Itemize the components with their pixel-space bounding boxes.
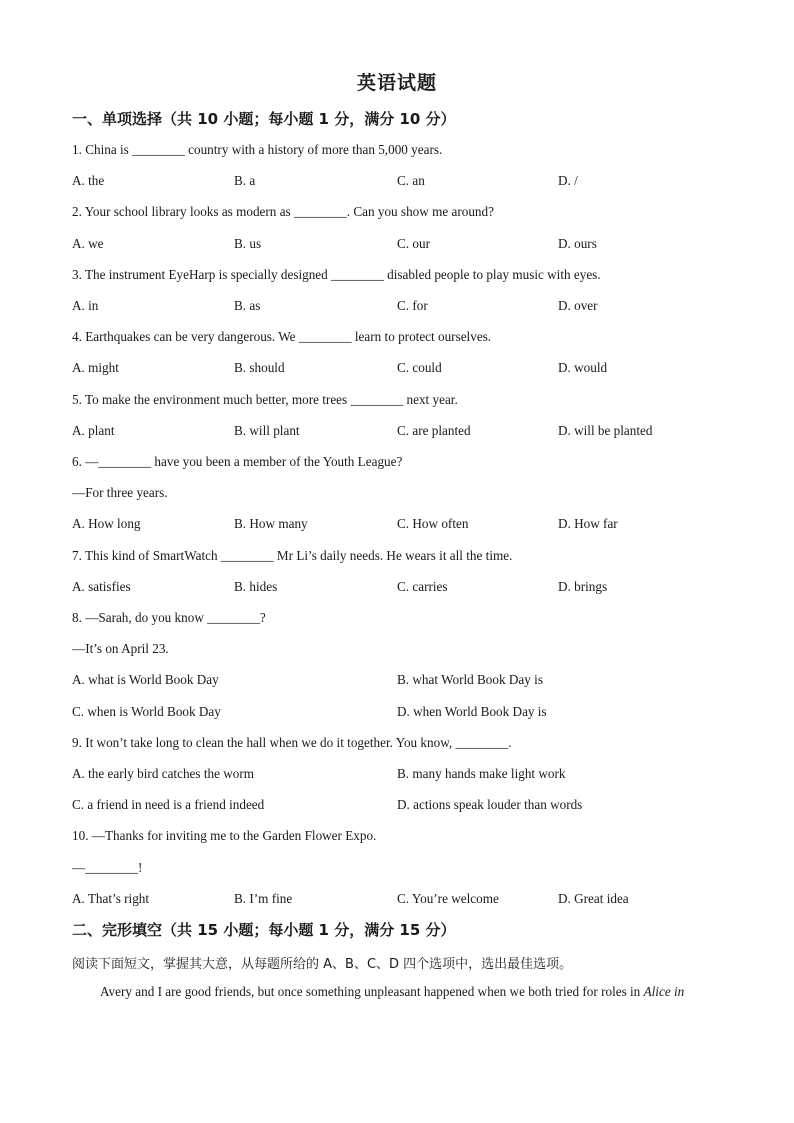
q7-option-c[interactable]: C. carries — [397, 579, 448, 594]
q1-option-a[interactable]: A. the — [72, 173, 105, 188]
question-8: 8. —Sarah, do you know ________? — [72, 610, 266, 625]
section-2-instruction: 阅读下面短文，掌握其大意，从每题所给的 A、B、C、D 四个选项中，选出最佳选项。 — [72, 957, 573, 972]
q3-option-a[interactable]: A. in — [72, 298, 99, 313]
q2-option-d[interactable]: D. ours — [558, 236, 597, 251]
q3-option-c[interactable]: C. for — [397, 298, 428, 313]
question-6: 6. —________ have you been a member of the Youth League? — [72, 454, 403, 469]
q10-option-a[interactable]: A. That’s right — [72, 891, 150, 906]
q7-option-d[interactable]: D. brings — [558, 579, 608, 594]
question-6-reply: —For three years. — [72, 485, 168, 500]
question-5: 5. To make the environment much better, more trees ________ next year. — [72, 392, 458, 407]
section-1-heading: 一、单项选择（共 10 小题；每小题 1 分，满分 10 分） — [72, 110, 456, 128]
passage-italic-title: Alice in — [643, 984, 685, 999]
q4-option-a[interactable]: A. might — [72, 360, 119, 375]
question-4: 4. Earthquakes can be very dangerous. We ________ learn to protect ourselves. — [72, 329, 492, 344]
passage-first-line — [100, 984, 684, 1000]
q5-option-a[interactable]: A. plant — [72, 423, 115, 438]
question-9: 9. It won’t take long to clean the hall when we do it together. You know, ________. — [72, 735, 512, 750]
q8-option-c[interactable]: C. when is World Book Day — [72, 704, 221, 719]
q6-option-a[interactable]: A. How long — [72, 516, 141, 531]
question-1: 1. China is ________ country with a history of more than 5,000 years. — [72, 142, 443, 157]
page-title: 英语试题 — [356, 72, 437, 94]
q7-option-a[interactable]: A. satisfies — [72, 579, 131, 594]
q5-option-b[interactable]: B. will plant — [234, 423, 300, 438]
q10-option-c[interactable]: C. You’re welcome — [397, 891, 499, 906]
q4-option-b[interactable]: B. should — [234, 360, 285, 375]
question-10-reply: —________! — [72, 860, 143, 875]
q5-option-c[interactable]: C. are planted — [397, 423, 471, 438]
q6-option-b[interactable]: B. How many — [234, 516, 308, 531]
q1-option-b[interactable]: B. a — [234, 173, 256, 188]
q9-option-d[interactable]: D. actions speak louder than words — [397, 797, 583, 812]
q6-option-c[interactable]: C. How often — [397, 516, 469, 531]
q2-option-a[interactable]: A. we — [72, 236, 104, 251]
q10-option-b[interactable]: B. I’m fine — [234, 891, 293, 906]
q9-option-c[interactable]: C. a friend in need is a friend indeed — [72, 797, 265, 812]
question-3: 3. The instrument EyeHarp is specially designed ________ disabled people to play music with eyes. — [72, 267, 601, 282]
q1-option-c[interactable]: C. an — [397, 173, 425, 188]
passage-text: Avery and I are good friends, but once something unpleasant happened when we both tried for roles in — [100, 984, 644, 999]
q8-option-b[interactable]: B. what World Book Day is — [397, 672, 543, 687]
q2-option-c[interactable]: C. our — [397, 236, 430, 251]
question-7: 7. This kind of SmartWatch ________ Mr Li’s daily needs. He wears it all the time. — [72, 548, 513, 563]
q1-option-d[interactable]: D. / — [558, 173, 578, 188]
q6-option-d[interactable]: D. How far — [558, 516, 618, 531]
q9-option-b[interactable]: B. many hands make light work — [397, 766, 566, 781]
q3-option-d[interactable]: D. over — [558, 298, 598, 313]
q7-option-b[interactable]: B. hides — [234, 579, 278, 594]
q4-option-d[interactable]: D. would — [558, 360, 608, 375]
q9-option-a[interactable]: A. the early bird catches the worm — [72, 766, 254, 781]
section-2-heading: 二、完形填空（共 15 小题；每小题 1 分，满分 15 分） — [72, 921, 456, 939]
q4-option-c[interactable]: C. could — [397, 360, 442, 375]
question-8-reply: —It’s on April 23. — [72, 641, 169, 656]
question-2: 2. Your school library looks as modern as ________. Can you show me around? — [72, 204, 494, 219]
q10-option-d[interactable]: D. Great idea — [558, 891, 629, 906]
q3-option-b[interactable]: B. as — [234, 298, 261, 313]
q2-option-b[interactable]: B. us — [234, 236, 262, 251]
q8-option-d[interactable]: D. when World Book Day is — [397, 704, 547, 719]
q8-option-a[interactable]: A. what is World Book Day — [72, 672, 219, 687]
q5-option-d[interactable]: D. will be planted — [558, 423, 653, 438]
question-10: 10. —Thanks for inviting me to the Garden Flower Expo. — [72, 828, 377, 843]
